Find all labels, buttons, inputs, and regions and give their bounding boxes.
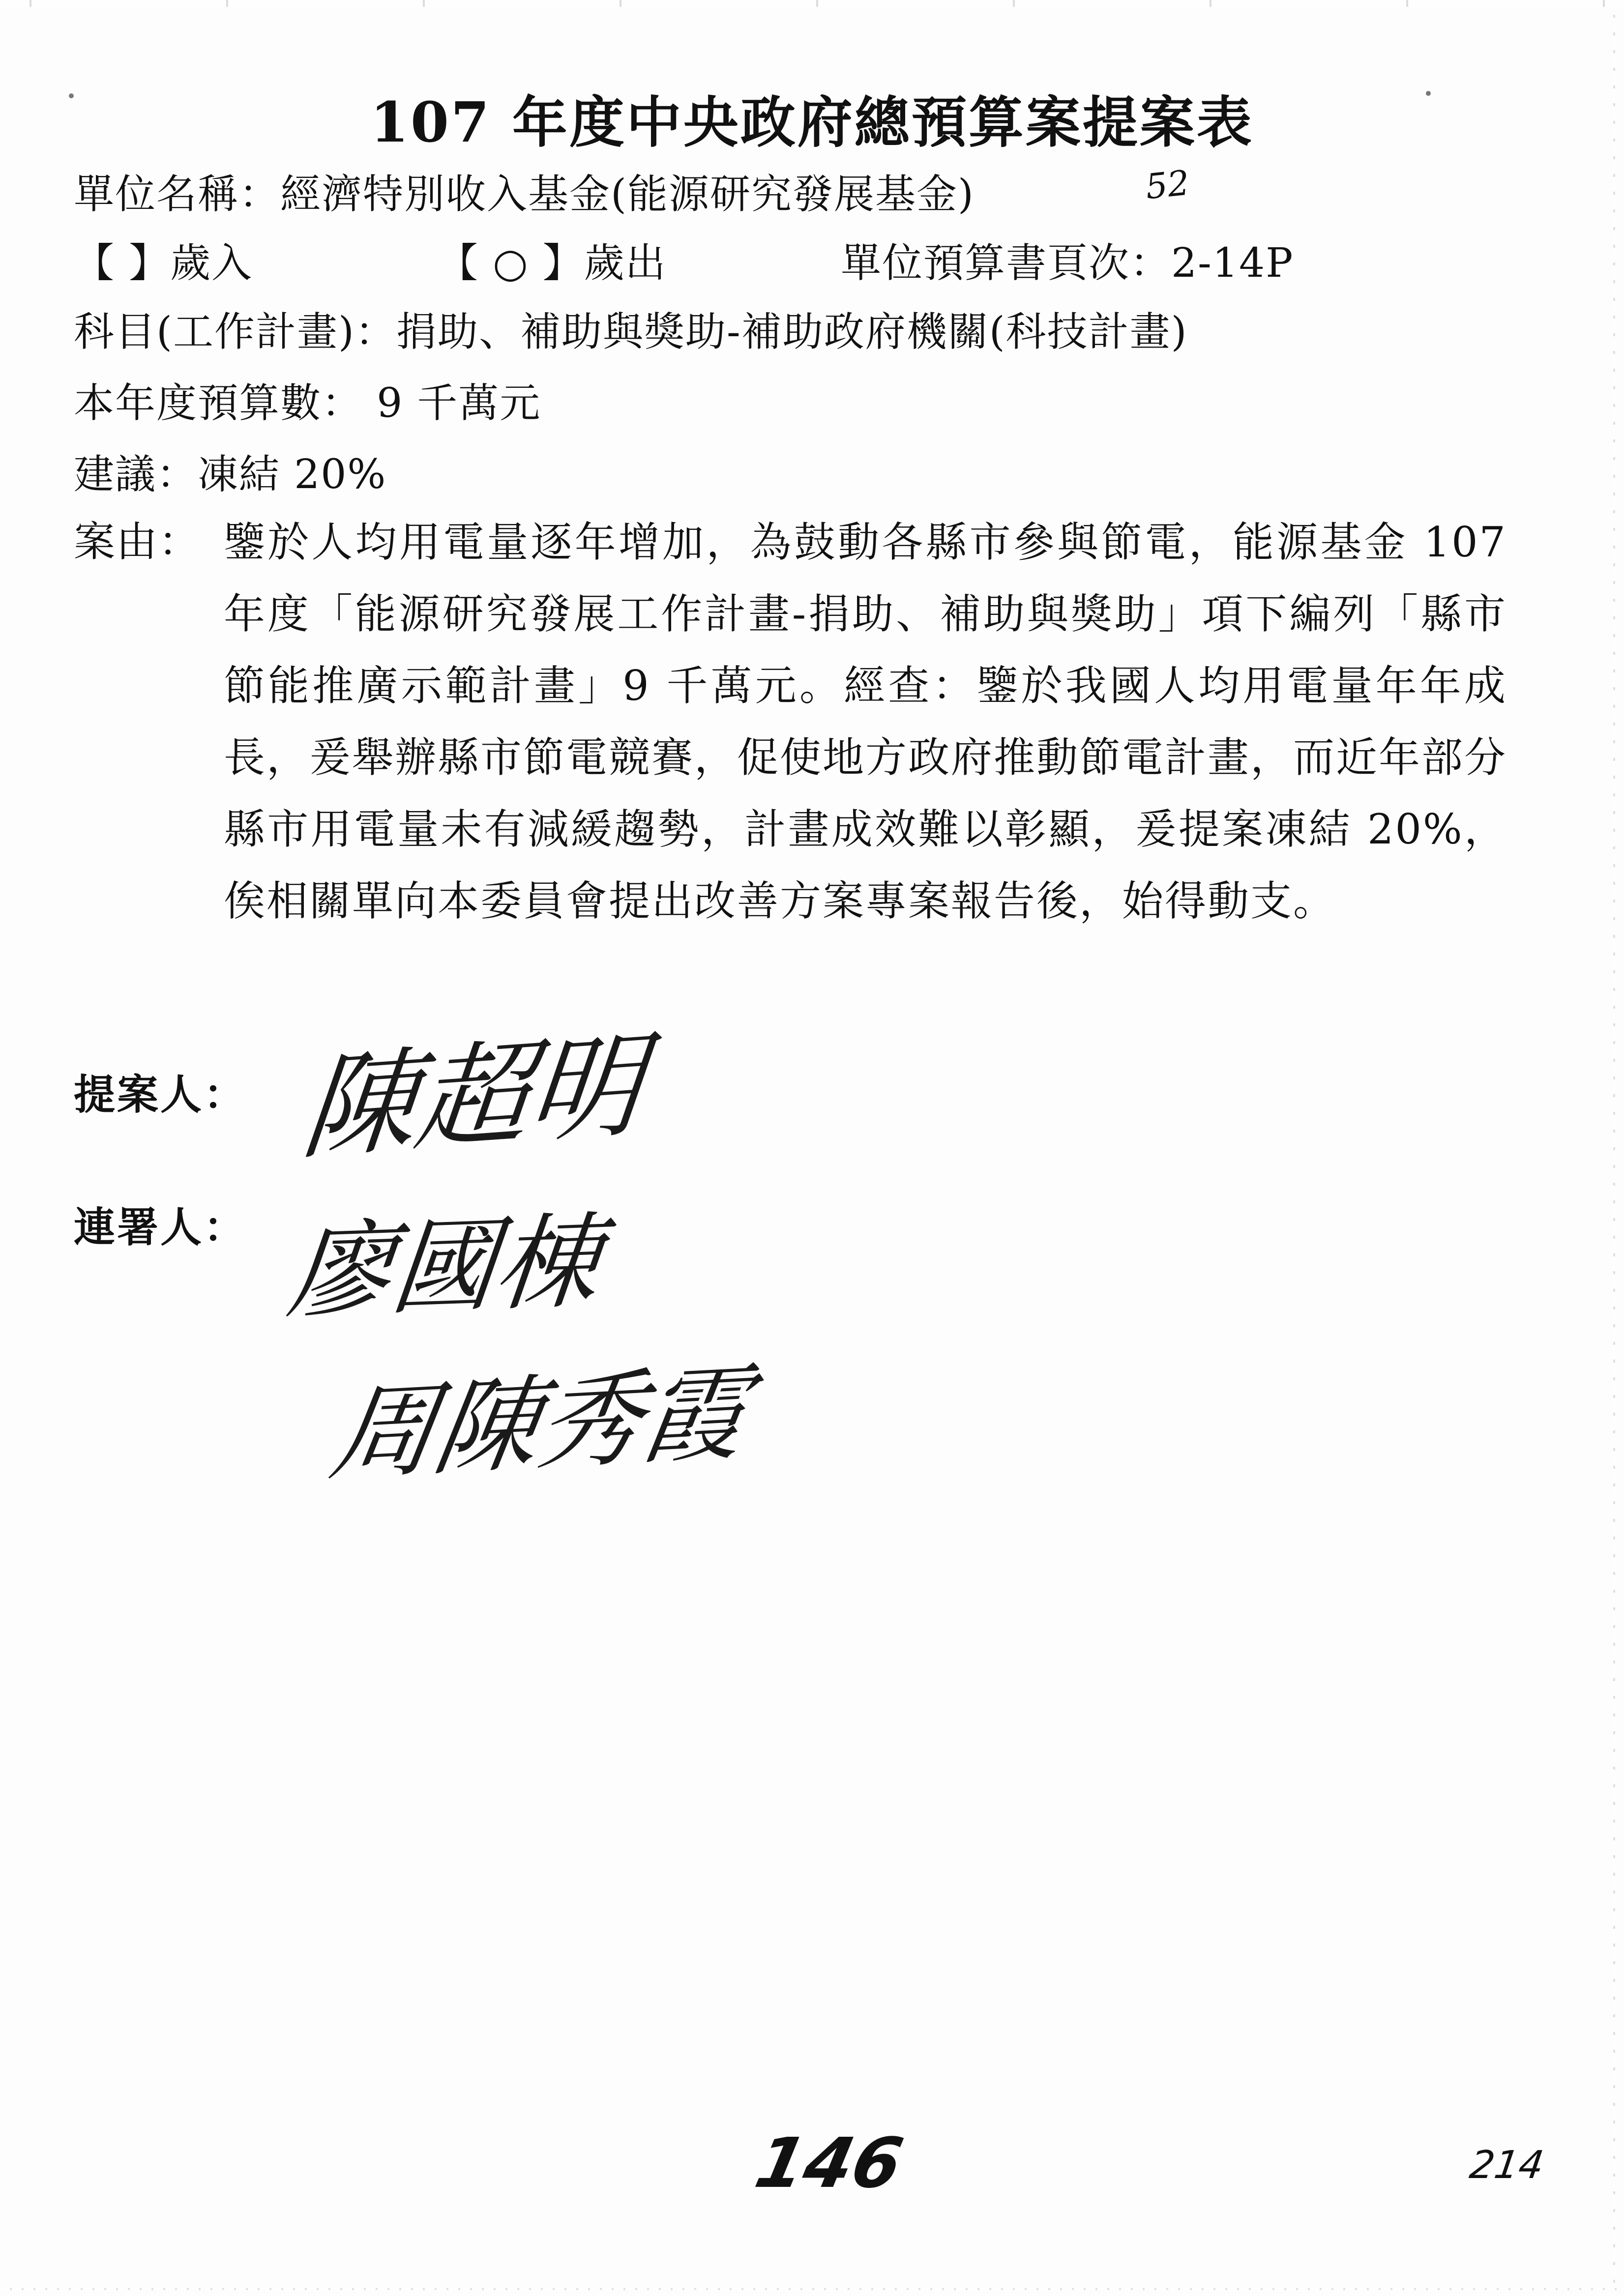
proposer-signature: 陳超明: [296, 1019, 650, 1176]
suggestion-line: 建議：凍結 20%: [74, 451, 387, 498]
reason-text: 鑒於人均用電量逐年增加，為鼓動各縣市參與節電，能源基金 107 年度「能源研究發展工作計畫-捐助、補助與獎助」項下編列「縣市節能推廣示範計畫」9 千萬元。經查：鑒於我國人均用電量年年成長，爰舉辦縣市節電競賽，促使地方政府推動節電計畫，而近年部分縣市用電量未有減緩趨勢，計畫成效難以彰顯，爰提案凍結 20%，俟相關單向本委員會提出改善方案專案報告後，始得動支。: [224, 518, 1507, 925]
unit-name: 單位名稱：經濟特別收入基金(能源研究發展基金): [74, 171, 974, 218]
reason-label: 案由：: [74, 518, 201, 566]
page-reference-number: 214: [1467, 2143, 1547, 2187]
scan-edge-bottom: [0, 2288, 1624, 2290]
budget-amount-line: 本年度預算數： 9 千萬元: [74, 380, 541, 427]
subject-line: 科目(工作計畫)：捐助、補助與獎助-補助政府機關(科技計畫): [74, 309, 1188, 355]
proposer-label: 提案人：: [74, 1070, 247, 1119]
document-title: 107 年度中央政府總預算案提案表: [370, 90, 1254, 155]
cosigner-signature: 廖國棟: [283, 1201, 605, 1333]
handwritten-margin-note: 52: [1143, 162, 1192, 207]
page-number: 146: [748, 2123, 910, 2204]
cosigner-label: 連署人：: [74, 1203, 247, 1251]
budget-page-reference: 單位預算書頁次：2-14P: [841, 240, 1294, 287]
revenue-checkbox-label: 【 】歲入: [74, 240, 253, 287]
scan-edge-top: [0, 0, 1624, 7]
cosigner-signature: 周陳秀霞: [323, 1352, 755, 1496]
expense-checkbox-label: 【 ○ 】歲出: [438, 240, 667, 287]
scan-edge-right: [1613, 0, 1615, 2296]
